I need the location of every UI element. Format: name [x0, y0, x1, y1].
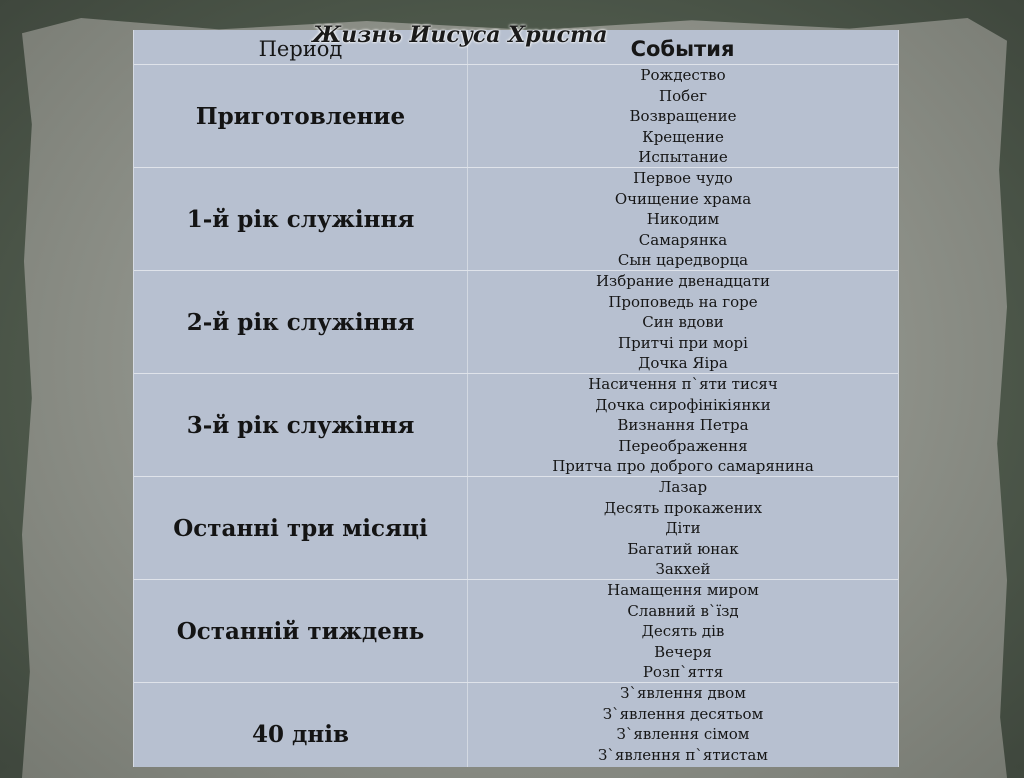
header-period: Период — [258, 37, 343, 61]
events-cell — [468, 168, 898, 271]
event-item: З`явлення п`ятистам — [598, 745, 768, 764]
event-item: Возвращение — [629, 107, 737, 126]
event-item: Сын царедворца — [617, 251, 749, 270]
event-item: Закхей — [655, 560, 711, 579]
period-cell: 1-й рік служіння — [186, 206, 415, 233]
period-cell: 2-й рік служіння — [186, 309, 415, 336]
events-cell — [468, 477, 898, 580]
event-item: Вечеря — [654, 642, 712, 661]
event-item: Діти — [665, 519, 701, 538]
event-item: Побег — [659, 86, 707, 105]
event-item: Первое чудо — [633, 169, 733, 187]
event-item: Испытание — [638, 148, 728, 167]
event-item: Дочка сирофінікіянки — [595, 395, 771, 414]
event-item: Визнання Петра — [617, 416, 749, 435]
event-item: Избрание двенадцати — [595, 272, 771, 290]
table-row — [134, 476, 898, 580]
event-item: Багатий юнак — [627, 539, 739, 558]
period-cell: Останні три місяці — [173, 515, 428, 542]
event-item: Никодим — [646, 210, 720, 229]
event-item: Дочка Яіра — [638, 354, 728, 373]
table-row — [134, 270, 898, 374]
events-cell — [468, 580, 898, 683]
table-row — [134, 373, 898, 477]
life-of-christ-table — [133, 30, 899, 767]
events-cell — [468, 683, 898, 765]
events-cell — [468, 271, 898, 374]
page-title: Жизнь Иисуса Христа — [312, 22, 608, 48]
table-row — [134, 579, 898, 683]
table-row — [134, 64, 898, 168]
table-row — [134, 682, 898, 767]
event-item: Переображення — [618, 436, 748, 455]
event-item: Намащення миром — [607, 581, 759, 599]
event-item: Самарянка — [638, 230, 728, 249]
event-item: З`явлення двом — [620, 684, 746, 702]
header-events: События — [630, 37, 735, 61]
event-item: Лазар — [658, 478, 708, 496]
events-cell — [468, 65, 898, 168]
event-item: Розп`яття — [642, 663, 724, 682]
event-item: Очищение храма — [614, 189, 752, 208]
event-item: Проповедь на горе — [608, 292, 758, 311]
event-item: Притча про доброго самарянина — [552, 457, 814, 476]
event-item: З`явлення десятьом — [602, 704, 764, 723]
event-item: Крещение — [642, 127, 724, 146]
event-item: Рождество — [640, 66, 726, 84]
event-item: Десять дів — [641, 622, 725, 641]
event-item: Десять прокажених — [603, 498, 763, 517]
period-cell: 3-й рік служіння — [186, 412, 415, 439]
table-row — [134, 167, 898, 271]
event-item: Син вдови — [642, 313, 724, 332]
event-item: Насичення п`яти тисяч — [588, 375, 778, 393]
event-item: Славний в`їзд — [627, 601, 739, 620]
period-cell: Останній тиждень — [176, 618, 425, 645]
event-item: Притчі при морі — [618, 333, 748, 352]
event-item: З`явлення сімом — [616, 725, 750, 744]
period-cell: Приготовление — [195, 103, 406, 130]
events-cell — [468, 374, 898, 477]
period-cell: 40 днів — [252, 721, 349, 748]
